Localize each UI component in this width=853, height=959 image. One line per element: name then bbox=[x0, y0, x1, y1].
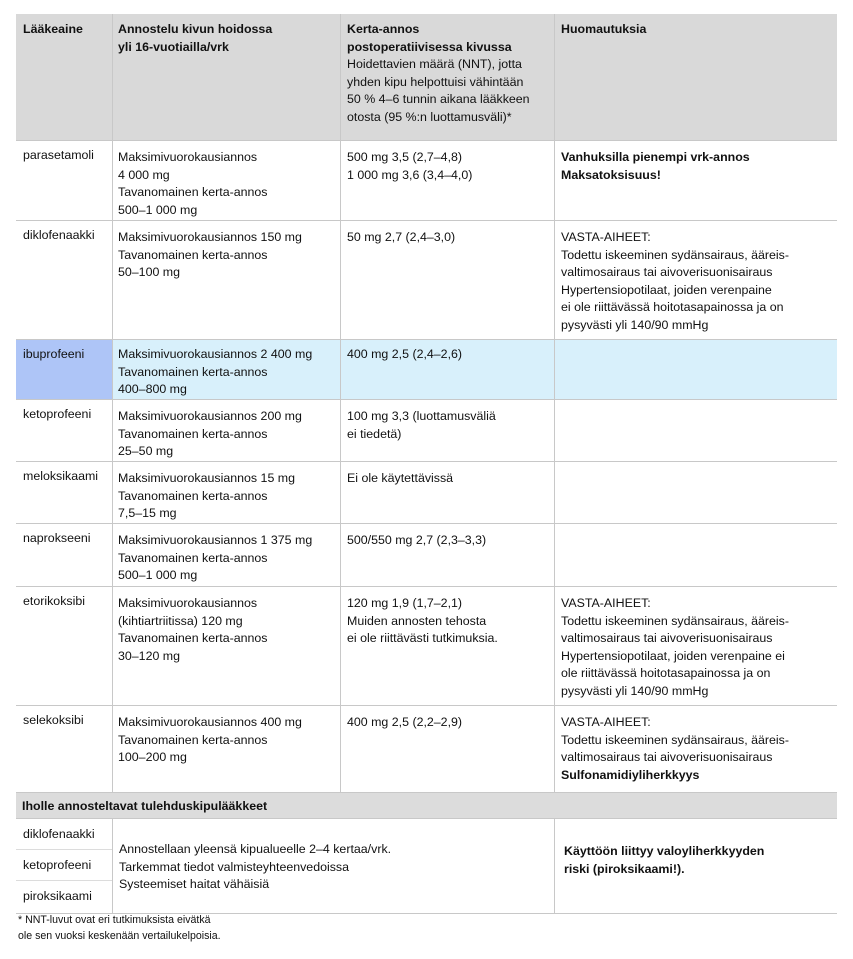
notes-line: pysyvästi yli 140/90 mmHg bbox=[561, 317, 709, 332]
drug-name: meloksikaami bbox=[16, 462, 113, 523]
notes-cell bbox=[555, 706, 837, 792]
header-notes bbox=[555, 14, 837, 140]
topical-notes-line: Käyttöön liittyy valoyliherkkyyden bbox=[564, 844, 765, 858]
header-dosing-line: yli 16-vuotiailla/vrk bbox=[118, 39, 229, 54]
notes-cell bbox=[555, 340, 837, 399]
header-nnt-line: yhden kipu helpottuisi vähintään bbox=[347, 74, 524, 89]
dosing-line: Tavanomainen kerta-annos bbox=[118, 550, 268, 565]
topical-drug-name: piroksikaami bbox=[23, 889, 92, 903]
dosing-line: Maksimivuorokausiannos 200 mg bbox=[118, 409, 302, 423]
dosing-line: Tavanomainen kerta-annos bbox=[118, 426, 268, 441]
header-dosing-line: Annostelu kivun hoidossa bbox=[118, 22, 273, 36]
notes-line: VASTA-AIHEET: bbox=[561, 596, 651, 610]
notes-line: ei ole riittävässä hoitotasapainossa ja on bbox=[561, 300, 784, 314]
dosing-line: Tavanomainen kerta-annos bbox=[118, 247, 268, 262]
section-heading bbox=[16, 793, 837, 819]
header-single-dose bbox=[341, 14, 555, 140]
notes-line: Maksatoksisuus! bbox=[561, 167, 661, 182]
table-row bbox=[16, 141, 837, 221]
single-dose-line: Muiden annosten tehosta bbox=[347, 613, 487, 628]
topical-dosing bbox=[113, 819, 555, 913]
header-dosing bbox=[113, 14, 341, 140]
single-dose-cell bbox=[341, 340, 555, 399]
notes-line: pysyvästi yli 140/90 mmHg bbox=[561, 683, 709, 698]
table-header bbox=[16, 14, 837, 141]
notes-line: Hypertensiopotilaat, joiden verenpaine bbox=[561, 282, 772, 297]
dosing-cell bbox=[113, 706, 341, 792]
dosing-line: Maksimivuorokausiannos bbox=[118, 596, 258, 610]
notes-line: ole riittävässä hoitotasapainossa ja on bbox=[561, 666, 771, 680]
notes-line: Hypertensiopotilaat, joiden verenpaine ei bbox=[561, 648, 785, 663]
drug-name: selekoksibi bbox=[16, 706, 113, 792]
dosing-line: 30–120 mg bbox=[118, 648, 181, 663]
header-single-dose-line: Kerta-annos bbox=[347, 22, 420, 36]
topical-notes bbox=[555, 819, 837, 913]
dosing-cell bbox=[113, 587, 341, 705]
single-dose-cell bbox=[341, 587, 555, 705]
drug-name: ibuprofeeni bbox=[16, 340, 113, 399]
table-row bbox=[16, 462, 837, 524]
header-notes-label: Huomautuksia bbox=[561, 22, 647, 36]
single-dose-line: 500 mg 3,5 (2,7–4,8) bbox=[347, 150, 463, 164]
footnote-line: ole sen vuoksi keskenään vertailukelpoisia. bbox=[18, 930, 221, 942]
topical-dosing-line: Tarkemmat tiedot valmisteyhteenvedoissa bbox=[119, 859, 350, 874]
dosing-line: (kihtiartriitissa) 120 mg bbox=[118, 613, 243, 628]
table-row bbox=[16, 587, 837, 706]
header-single-dose-line: postoperatiivisessa kivussa bbox=[347, 39, 512, 54]
dosing-line: Maksimivuorokausiannos 400 mg bbox=[118, 715, 302, 729]
topical-drug-name: diklofenaakki bbox=[16, 819, 112, 850]
table-row-selected[interactable] bbox=[16, 340, 837, 400]
single-dose-cell bbox=[341, 524, 555, 586]
dosing-line: 400–800 mg bbox=[118, 382, 187, 396]
single-dose-line: 50 mg 2,7 (2,4–3,0) bbox=[347, 230, 456, 244]
notes-line: VASTA-AIHEET: bbox=[561, 715, 651, 729]
single-dose-cell bbox=[341, 462, 555, 523]
dosing-cell bbox=[113, 400, 341, 461]
header-nnt-line: 50 % 4–6 tunnin aikana lääkkeen bbox=[347, 92, 530, 106]
dosing-line: Tavanomainen kerta-annos bbox=[118, 488, 268, 503]
notes-cell bbox=[555, 141, 837, 220]
dosing-line: 100–200 mg bbox=[118, 750, 187, 764]
notes-line: valtimosairaus tai aivoverisuonisairaus bbox=[561, 750, 773, 764]
section-title: Iholle annosteltavat tulehduskipulääkkeet bbox=[22, 798, 268, 813]
dosing-cell bbox=[113, 340, 341, 399]
dosing-line: Tavanomainen kerta-annos bbox=[118, 631, 268, 645]
header-drug-label: Lääkeaine bbox=[23, 22, 83, 36]
dosing-line: Tavanomainen kerta-annos bbox=[118, 364, 268, 379]
notes-line: Todettu iskeeminen sydänsairaus, ääreis- bbox=[561, 247, 789, 262]
single-dose-cell bbox=[341, 221, 555, 339]
single-dose-line: 400 mg 2,5 (2,2–2,9) bbox=[347, 715, 463, 729]
single-dose-cell bbox=[341, 141, 555, 220]
notes-cell bbox=[555, 587, 837, 705]
header-nnt-line: otosta (95 %:n luottamusväli)* bbox=[347, 109, 512, 124]
dosing-line: 500–1 000 mg bbox=[118, 568, 198, 582]
notes-line: valtimosairaus tai aivoverisuonisairaus bbox=[561, 265, 773, 279]
topical-row bbox=[16, 819, 837, 914]
notes-line: Vanhuksilla pienempi vrk-annos bbox=[561, 150, 750, 164]
topical-dosing-line: Annostellaan yleensä kipualueelle 2–4 kertaa/vrk. bbox=[119, 842, 392, 856]
header-drug bbox=[16, 14, 113, 140]
dosing-line: Tavanomainen kerta-annos bbox=[118, 185, 268, 199]
notes-line: Sulfonamidiyliherkkyys bbox=[561, 767, 700, 782]
footnote-line: * NNT-luvut ovat eri tutkimuksista eivätkä bbox=[18, 914, 211, 926]
single-dose-line: Ei ole käytettävissä bbox=[347, 471, 454, 485]
notes-line: Todettu iskeeminen sydänsairaus, ääreis- bbox=[561, 613, 789, 628]
dosing-line: Maksimivuorokausiannos 15 mg bbox=[118, 471, 295, 485]
table-row bbox=[16, 706, 837, 793]
dosing-line: 500–1 000 mg bbox=[118, 202, 198, 217]
table-row bbox=[16, 400, 837, 462]
topical-drug-list bbox=[16, 819, 113, 913]
dosing-cell bbox=[113, 462, 341, 523]
header-nnt-line: Hoidettavien määrä (NNT), jotta bbox=[347, 57, 522, 71]
dosing-cell bbox=[113, 141, 341, 220]
dosing-line: 25–50 mg bbox=[118, 444, 174, 458]
notes-cell bbox=[555, 400, 837, 461]
drug-name: etorikoksibi bbox=[16, 587, 113, 705]
footnote bbox=[18, 912, 221, 944]
notes-line: VASTA-AIHEET: bbox=[561, 230, 651, 244]
single-dose-line: 1 000 mg 3,6 (3,4–4,0) bbox=[347, 167, 473, 182]
drug-name: ketoprofeeni bbox=[16, 400, 113, 461]
notes-cell bbox=[555, 524, 837, 586]
dosing-cell bbox=[113, 524, 341, 586]
dosing-line: Maksimivuorokausiannos 150 mg bbox=[118, 230, 302, 244]
dosing-line: 7,5–15 mg bbox=[118, 506, 177, 520]
notes-line: valtimosairaus tai aivoverisuonisairaus bbox=[561, 631, 773, 645]
notes-line: Todettu iskeeminen sydänsairaus, ääreis- bbox=[561, 732, 789, 747]
single-dose-cell bbox=[341, 400, 555, 461]
dosing-line: Maksimivuorokausiannos 1 375 mg bbox=[118, 533, 313, 547]
single-dose-line: ei ole riittävästi tutkimuksia. bbox=[347, 631, 498, 645]
dosing-line: Maksimivuorokausiannos 2 400 mg bbox=[118, 347, 313, 361]
single-dose-line: 100 mg 3,3 (luottamusväliä bbox=[347, 409, 496, 423]
single-dose-line: 120 mg 1,9 (1,7–2,1) bbox=[347, 596, 463, 610]
drug-name: parasetamoli bbox=[16, 141, 113, 220]
dosing-line: 50–100 mg bbox=[118, 265, 181, 279]
table-row bbox=[16, 221, 837, 340]
dosing-line: Maksimivuorokausiannos bbox=[118, 150, 258, 164]
topical-dosing-line: Systeemiset haitat vähäisiä bbox=[119, 877, 270, 891]
drug-table bbox=[16, 14, 837, 914]
notes-cell bbox=[555, 221, 837, 339]
dosing-line: 4 000 mg bbox=[118, 167, 170, 182]
single-dose-cell bbox=[341, 706, 555, 792]
single-dose-line: ei tiedetä) bbox=[347, 426, 402, 441]
dosing-line: Tavanomainen kerta-annos bbox=[118, 732, 268, 747]
topical-drug-name: ketoprofeeni bbox=[16, 850, 112, 881]
table-row bbox=[16, 524, 837, 587]
single-dose-line: 500/550 mg 2,7 (2,3–3,3) bbox=[347, 533, 487, 547]
topical-notes-line: riski (piroksikaami!). bbox=[564, 861, 685, 876]
drug-name: naprokseeni bbox=[16, 524, 113, 586]
dosing-cell bbox=[113, 221, 341, 339]
single-dose-line: 400 mg 2,5 (2,4–2,6) bbox=[347, 347, 463, 361]
notes-cell bbox=[555, 462, 837, 523]
drug-name: diklofenaakki bbox=[16, 221, 113, 339]
